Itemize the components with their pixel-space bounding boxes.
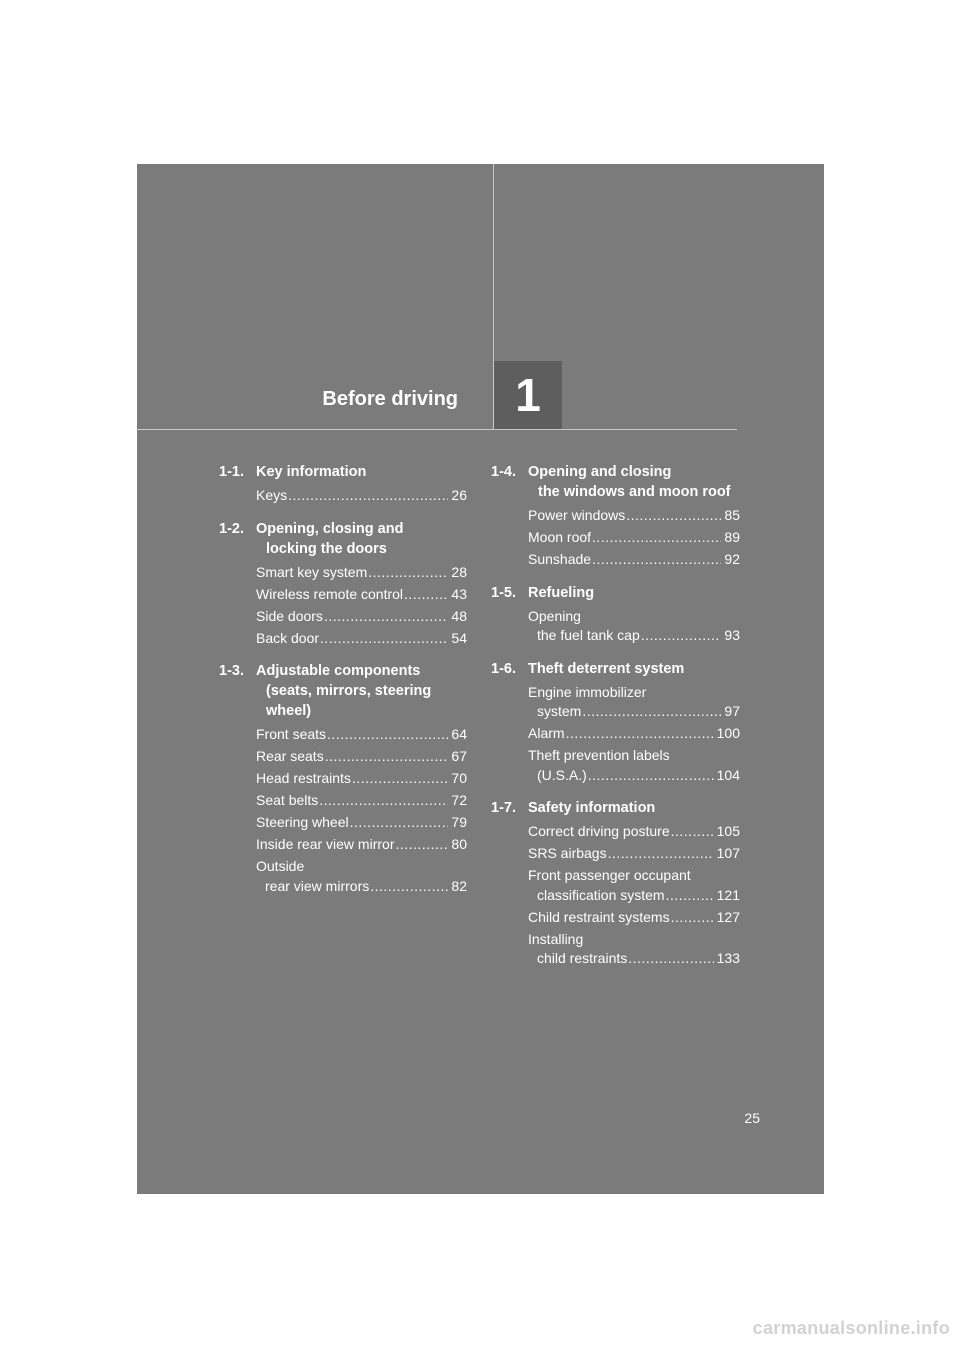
entry-page-number: 54 [451,629,467,646]
section-heading[interactable] [219,462,467,482]
dot-leader [626,506,721,526]
entry-label: SRS airbags [528,845,607,861]
toc-entry[interactable] [256,585,467,605]
entry-page-number: 85 [724,507,740,523]
section-heading[interactable] [491,659,740,679]
entry-page-number: 48 [451,607,467,624]
entry-label: child restraints [537,950,628,966]
entry-label: Rear seats [256,748,324,764]
chapter-number: 1 [515,369,541,421]
toc-entry[interactable] [528,822,740,842]
section-heading[interactable] [219,661,467,721]
toc-entry[interactable] [528,866,740,905]
section-title-line: locking the doors [266,540,387,557]
dot-leader [588,766,714,786]
entry-page-number: 121 [716,886,740,903]
section-title-line: Adjustable components [256,663,421,679]
dot-leader [368,563,448,583]
section-heading[interactable] [491,798,740,818]
section-number: 1-6. [491,660,516,677]
entry-list [528,683,740,786]
section-title [256,661,467,721]
entry-label: Installing [528,930,584,947]
horizontal-divider [137,429,737,430]
section-title-line: wheel) [266,703,312,719]
entry-label: Outside [256,858,305,874]
entry-page-number: 104 [716,766,740,783]
dot-leader [628,949,713,969]
entry-label: the fuel tank cap [537,627,640,643]
section-number: 1-4. [491,464,516,480]
toc-entry[interactable] [256,813,467,833]
toc-entry[interactable] [256,486,467,506]
entry-page-number: 70 [451,770,467,786]
toc-entry[interactable] [528,607,740,646]
entry-page-number: 82 [451,877,467,894]
toc-entry[interactable] [256,607,467,627]
entry-page-number: 97 [724,703,740,719]
section-heading[interactable] [219,519,467,559]
entry-page-number: 72 [451,792,467,808]
section-title-line: (seats, mirrors, steering [266,683,432,699]
section-number: 1-1. [219,464,244,480]
section-title-line: Safety information [528,800,656,816]
section-title [528,798,740,818]
dot-leader [582,702,721,722]
dot-leader [404,585,448,605]
entry-label: Keys [256,487,288,503]
section-title-line: Theft deterrent system [528,660,685,677]
entry-label: Opening [528,607,581,624]
entry-label: rear view mirrors [265,877,370,894]
toc-entry[interactable] [528,550,740,570]
chapter-number-box [494,361,562,429]
chapter-title: Before driving [322,388,458,410]
entry-page-number: 92 [724,551,740,567]
section-title [528,583,740,603]
entry-label: Alarm [528,725,565,741]
toc-entry[interactable] [256,747,467,767]
entry-label: Seat belts [256,792,319,808]
entry-page-number: 28 [451,563,467,580]
dot-leader [320,629,448,649]
dot-leader [395,835,448,855]
entry-page-number: 80 [451,836,467,852]
toc-section [491,659,740,786]
entry-page-number: 127 [716,908,740,925]
toc-entry[interactable] [256,725,467,745]
section-number: 1-5. [491,584,516,601]
entry-page-number: 26 [451,487,467,503]
toc-entry[interactable] [528,746,740,785]
dot-leader [641,626,722,646]
entry-label: Theft prevention labels [528,747,670,763]
entry-list [528,822,740,969]
entry-page-number: 67 [451,748,467,764]
entry-list [256,563,467,649]
dot-leader [324,607,448,627]
toc-entry[interactable] [256,857,467,896]
dot-leader [350,813,449,833]
toc-entry[interactable] [528,506,740,526]
toc-section [219,661,467,896]
entry-label: Wireless remote control [256,585,404,602]
section-title-line: the windows and moon roof [538,484,731,500]
section-title-line: Key information [256,464,367,480]
entry-list [256,725,467,896]
dot-leader [352,769,448,789]
entry-list [528,506,740,570]
entry-page-number: 133 [716,950,740,966]
section-number: 1-2. [219,520,244,537]
entry-label: Child restraint systems [528,908,670,925]
entry-list [528,607,740,646]
section-title-line: Refueling [528,584,595,601]
toc-entry[interactable] [528,930,740,969]
toc-section [219,519,467,649]
toc-entry[interactable] [528,683,740,722]
toc-entry[interactable] [528,724,740,744]
toc-section [491,798,740,969]
entry-label: Inside rear view mirror [256,836,395,852]
dot-leader [370,877,448,897]
dot-leader [325,747,449,767]
entry-label: classification system [537,886,665,903]
entry-page-number: 107 [716,845,740,861]
toc-section [491,583,740,646]
entry-list [256,486,467,506]
section-title [256,519,467,559]
dot-leader [592,550,721,570]
toc-entry[interactable] [256,791,467,811]
section-title-line: Opening, closing and [256,520,404,537]
entry-label: Moon roof [528,529,592,545]
dot-leader [671,908,714,928]
toc-left-column [219,462,467,909]
entry-label: Engine immobilizer [528,683,647,700]
section-number: 1-3. [219,663,244,679]
entry-page-number: 79 [451,814,467,830]
toc-right-column [491,462,740,982]
entry-page-number: 93 [724,627,740,643]
entry-page-number: 100 [716,725,740,741]
entry-page-number: 43 [451,585,467,602]
entry-label: Sunshade [528,551,592,567]
section-title [528,659,740,679]
dot-leader [566,724,714,744]
section-title-line: Opening and closing [528,464,672,480]
watermark: carmanualsonline.info [752,1318,950,1338]
entry-page-number: 64 [451,726,467,742]
dot-leader [666,886,714,906]
section-title [528,462,740,502]
entry-label: Head restraints [256,770,351,786]
entry-label: Smart key system [256,563,368,580]
entry-label: Front seats [256,726,327,742]
dot-leader [608,844,714,864]
section-title [256,462,467,482]
dot-leader [327,725,448,745]
section-heading[interactable] [491,462,740,502]
toc-entry[interactable] [256,769,467,789]
dot-leader [288,486,448,506]
section-number: 1-7. [491,800,516,816]
page-number: 25 [744,1110,760,1126]
toc-entry[interactable] [256,563,467,583]
dot-leader [592,528,721,548]
toc-entry[interactable] [256,835,467,855]
dot-leader [671,822,714,842]
entry-label: (U.S.A.) [537,766,587,783]
entry-label: Back door [256,629,320,646]
toc-entry[interactable] [528,528,740,548]
entry-label: Front passenger occupant [528,867,691,883]
toc-section [491,462,740,570]
toc-entry[interactable] [528,908,740,928]
toc-entry[interactable] [256,629,467,649]
entry-page-number: 105 [716,823,740,839]
entry-label: Steering wheel [256,814,349,830]
entry-label: Power windows [528,507,626,523]
entry-label: system [537,703,582,719]
entry-page-number: 89 [724,529,740,545]
entry-label: Correct driving posture [528,823,670,839]
toc-entry[interactable] [528,844,740,864]
dot-leader [319,791,448,811]
toc-section [219,462,467,506]
section-heading[interactable] [491,583,740,603]
entry-label: Side doors [256,607,323,624]
